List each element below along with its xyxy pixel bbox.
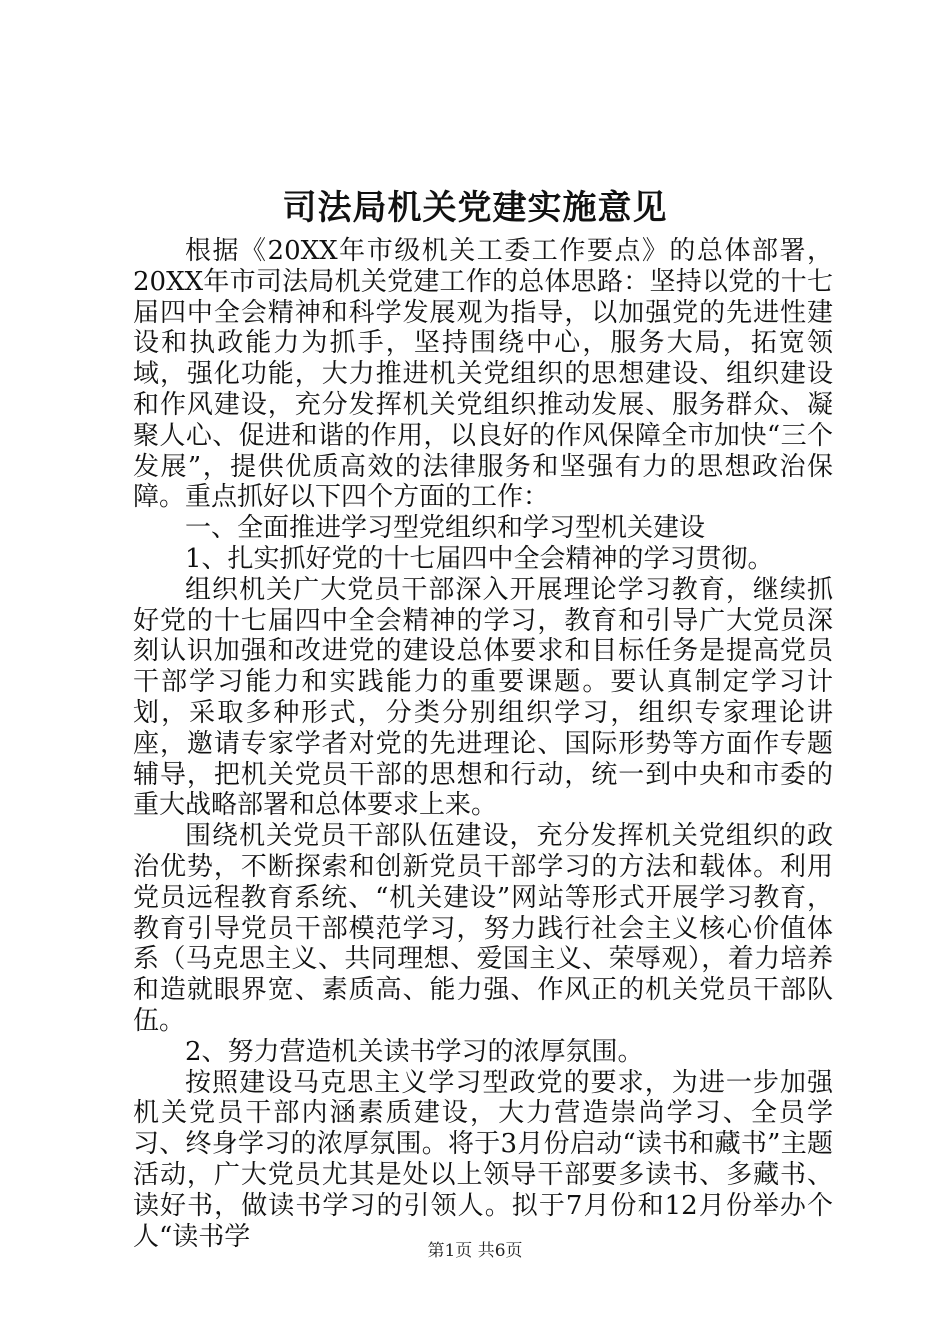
subheading-1: 1、扎实抓好党的十七届四中全会精神的学习贯彻。 xyxy=(185,543,774,574)
paragraph-intro: 根据《20XX年市级机关工委工作要点》的总体部署，20XX年市司法局机关党建工作的总体思路：坚持以党的十七届四中全会精神和科学发展观为指导，以加强党的先进性建设和执政能力为抓手，坚持围绕中心，服务大局，拓宽领域，强化功能，大力推进机关党组织的思想建设、组织建设和作风建设，充分发挥机关党组织推动发展、服务群众、凝聚人心、促进和谐的作用，以良好的作风保障全市加快“三个发展”，提供优质高效的法律服务和坚强有力的思想政治保障。重点抓好以下四个方面的工作： xyxy=(133,236,833,513)
page-number: 第1页 共6页 xyxy=(427,1241,523,1261)
document-title: 司法局机关党建实施意见 xyxy=(282,188,668,228)
paragraph-team-building: 围绕机关党员干部队伍建设，充分发挥机关党组织的政治优势，不断探索和创新党员干部学习的方法和载体。利用党员远程教育系统、“机关建设”网站等形式开展学习教育，教育引导党员干部模范学习，努力践行社会主义核心价值体系（马克思主义、共同理想、爱国主义、荣辱观），着力培养和造就眼界宽、素质高、能力强、作风正的机关党员干部队伍。 xyxy=(133,821,833,1036)
paragraph-reading-activity: 按照建设马克思主义学习型政党的要求，为进一步加强机关党员干部内涵素质建设，大力营造崇尚学习、全员学习、终身学习的浓厚氛围。将于3月份启动“读书和藏书”主题活动，广大党员尤其是处以上领导干部要多读书、多藏书、读好书，做读书学习的引领人。拟于7月份和12月份举办个人“读书学 xyxy=(133,1067,833,1252)
section-heading-1: 一、全面推进学习型党组织和学习型机关建设 xyxy=(185,513,706,544)
subheading-2: 2、努力营造机关读书学习的浓厚氛围。 xyxy=(185,1036,644,1067)
paragraph-study-education: 组织机关广大党员干部深入开展理论学习教育，继续抓好党的十七届四中全会精神的学习，教育和引导广大党员深刻认识加强和改进党的建设总体要求和目标任务是提高党员干部学习能力和实践能力的重要课题。要认真制定学习计划，采取多种形式，分类分别组织学习，组织专家理论讲座，邀请专家学者对党的先进理论、国际形势等方面作专题辅导，把机关党员干部的思想和行动，统一到中央和市委的重大战略部署和总体要求上来。 xyxy=(133,574,833,821)
document-body xyxy=(133,236,833,1252)
